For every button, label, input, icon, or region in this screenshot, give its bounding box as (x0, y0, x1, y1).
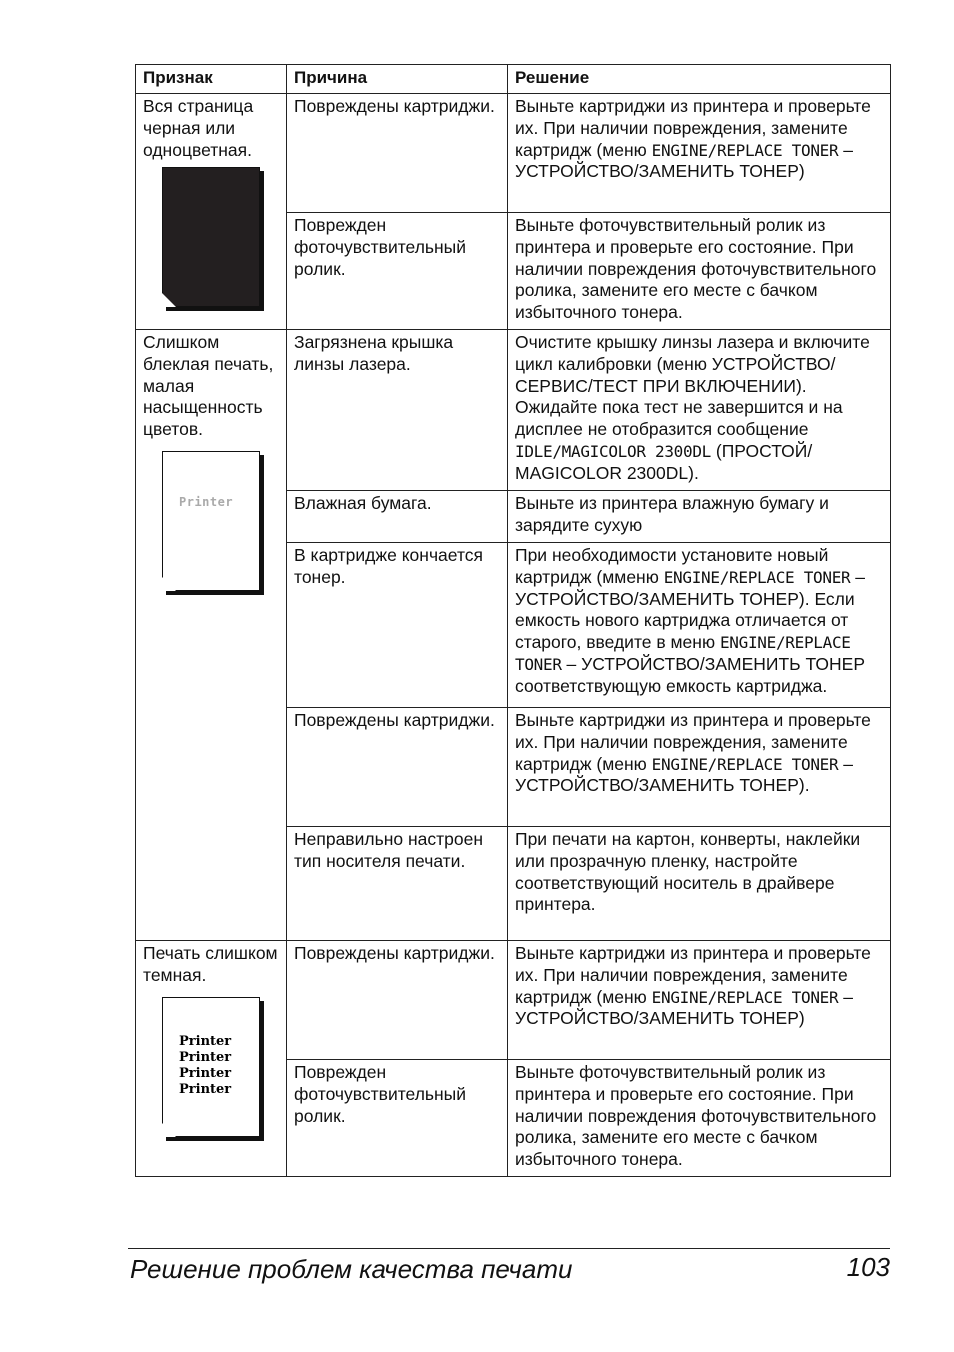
table-row (136, 941, 891, 1060)
menu-path: ENGINE/REPLACE TONER (663, 567, 851, 587)
cause-cell: Неправильно настроен тип носителя печати. (287, 827, 508, 941)
table-header-row (136, 65, 891, 94)
solution-text: Выньте картриджи из принтера и проверьте их. При наличии повреждения, замените картридж (меню (515, 710, 871, 774)
solution-text: Выньте картриджи из принтера и проверьте их. При наличии повреждения, замените картридж (меню (515, 96, 871, 160)
cause-cell: Повреждены картриджи. (287, 708, 508, 827)
header-solution: Решение (508, 65, 891, 94)
symptom-cell (136, 94, 287, 330)
solution-cell (508, 94, 891, 213)
cause-cell: Влажная бумага. (287, 491, 508, 543)
solution-cell (508, 330, 891, 491)
solution-cell (508, 543, 891, 708)
troubleshooting-table (135, 64, 891, 1177)
solution-text: – УСТРОЙСТВО/ЗАМЕНИТЬ ТОНЕР) (515, 986, 853, 1029)
solution-text: Выньте из принтера влажную бумагу и зарядите сухую (515, 493, 829, 535)
symptom-text: Печать слишком темная. (143, 943, 278, 985)
faint-print-text: Printer (179, 494, 234, 509)
sample-page-icon (162, 167, 262, 309)
solution-text: – УСТРОЙСТВО/ЗАМЕНИТЬ ТОНЕР). (515, 753, 853, 796)
symptom-cell (136, 330, 287, 941)
symptom-text: Вся страница черная или одноцветная. (143, 96, 254, 160)
footer-title: Решение проблем качества печати (130, 1254, 573, 1284)
symptom-text: Слишком блеклая печать, малая насыщенность цветов. (143, 332, 274, 440)
cause-cell: Повреждены картриджи. (287, 94, 508, 213)
solution-text: – УСТРОЙСТВО/ЗАМЕНИТЬ ТОНЕР). Если емкость нового картриджа отличается от старого, введите в меню (515, 566, 865, 653)
page-sheet (162, 451, 260, 591)
page-number: 103 (846, 1252, 890, 1282)
dark-print-text: Printer Printer Printer Printer (179, 1033, 232, 1097)
menu-path: ENGINE/REPLACE TONER (651, 754, 839, 774)
solution-text: – УСТРОЙСТВО/ЗАМЕНИТЬ ТОНЕР) (515, 139, 853, 182)
table-row (136, 330, 891, 491)
menu-path: ENGINE/REPLACE TONER (651, 140, 839, 160)
solution-cell (508, 491, 891, 543)
solution-cell (508, 827, 891, 941)
page-sheet (162, 167, 260, 307)
footer-rule (128, 1248, 890, 1249)
solution-cell (508, 1060, 891, 1177)
header-symptom: Признак (136, 65, 287, 94)
table-row (136, 94, 891, 213)
menu-path: IDLE/MAGICOLOR 2300DL (515, 441, 711, 461)
cause-cell: Повреждены картриджи. (287, 941, 508, 1060)
solution-text: При необходимости установите новый картридж (ммeню (515, 545, 829, 587)
solution-cell (508, 708, 891, 827)
solution-cell (508, 941, 891, 1060)
solution-cell (508, 213, 891, 330)
table-body (136, 94, 891, 1177)
cause-cell: В картридже кончается тонер. (287, 543, 508, 708)
page-fold (162, 577, 176, 591)
page-fold (162, 1123, 176, 1137)
solution-text: Выньте фоточувствительный ролик из принтера и проверьте его состояние. При наличии повреждения фоточувствительного ролика, замените его месте с бачком избыточного тонера. (515, 1062, 877, 1170)
solution-text: При печати на картон, конверты, наклейки или прозрачную пленку, настройте соответствующий носитель в драйвере принтера. (515, 829, 861, 915)
cause-cell: Поврежден фоточувствительный ролик. (287, 1060, 508, 1177)
solution-text: Выньте фоточувствительный ролик из принтера и проверьте его состояние. При наличии повреждения фоточувствительного ролика, замените его месте с бачком избыточного тонера. (515, 215, 877, 323)
page-sheet (162, 997, 260, 1137)
sample-page-icon (162, 451, 262, 593)
menu-path: ENGINE/REPLACE TONER (515, 633, 851, 674)
cause-cell: Загрязнена крышка линзы лазера. (287, 330, 508, 491)
header-cause: Причина (287, 65, 508, 94)
menu-path: ENGINE/REPLACE TONER (651, 987, 839, 1007)
solution-text: Выньте картриджи из принтера и проверьте их. При наличии повреждения, замените картридж (меню (515, 943, 871, 1007)
symptom-cell (136, 941, 287, 1177)
solution-text: – УСТРОЙСТВО/ЗАМЕНИТЬ ТОНЕР соответствующую емкость картриджа. (515, 653, 866, 696)
solution-text: (ПРОСТОЙ/ MAGICOLOR 2300DL). (515, 440, 813, 483)
solution-text: Очистите крышку линзы лазера и включите цикл калибровки (меню УСТРОЙСТВО/СЕРВИС/ТЕСТ ПРИ ВКЛЮЧЕНИИ). Ожидайте пока тест не завершится и на дисплее не отобразится сообщение (515, 332, 870, 440)
cause-cell: Поврежден фоточувствительный ролик. (287, 213, 508, 330)
page-fold (162, 293, 176, 307)
sample-page-icon (162, 997, 262, 1139)
